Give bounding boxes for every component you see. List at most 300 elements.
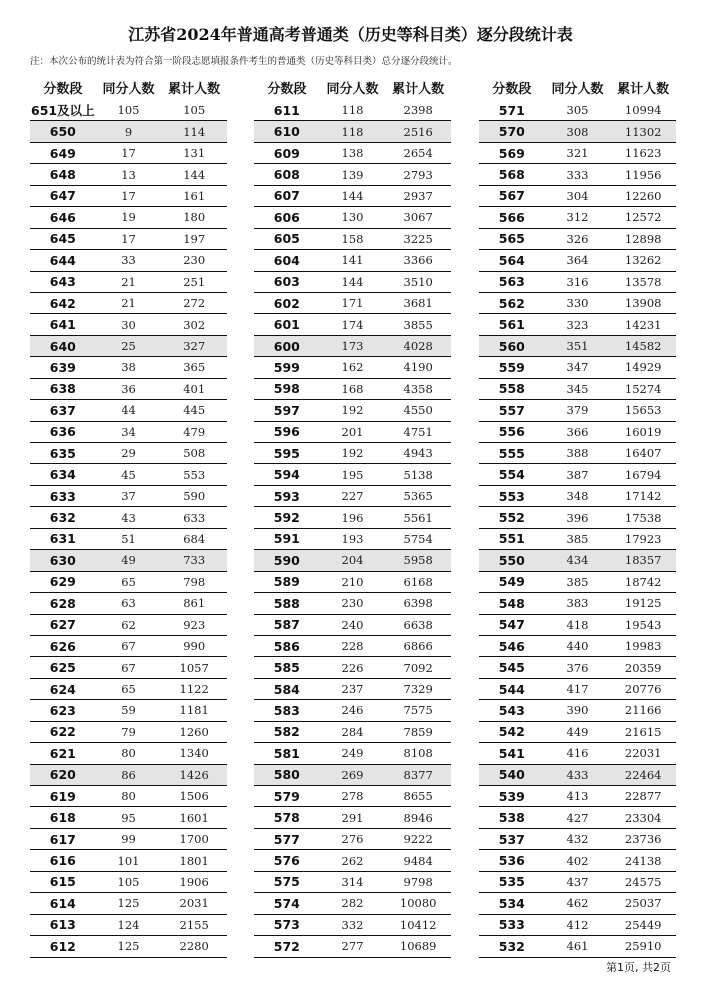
same-count-cell: 305 xyxy=(566,103,589,118)
cumulative-count-cell: 445 xyxy=(183,403,206,418)
same-count-cell: 118 xyxy=(341,103,364,118)
same-count-cell: 105 xyxy=(117,874,140,889)
cumulative-count-cell: 16019 xyxy=(624,424,662,439)
table-row xyxy=(479,229,676,250)
table-row xyxy=(254,915,451,936)
same-count-cell: 379 xyxy=(566,403,589,418)
table-row xyxy=(254,464,451,485)
cumulative-count-cell: 7092 xyxy=(403,660,433,675)
cumulative-count-cell: 5754 xyxy=(403,531,433,546)
cumulative-count-cell: 8377 xyxy=(403,767,433,782)
cumulative-count-cell: 7329 xyxy=(403,682,433,697)
table-row xyxy=(30,272,227,293)
score-cell: 555 xyxy=(498,445,525,461)
cumulative-count-cell: 2937 xyxy=(403,188,433,203)
score-cell: 637 xyxy=(49,402,76,418)
score-cell: 595 xyxy=(273,445,300,461)
score-cell: 589 xyxy=(273,574,300,590)
same-count-cell: 284 xyxy=(341,724,364,739)
score-cell: 610 xyxy=(273,124,300,140)
table-row xyxy=(479,829,676,850)
same-count-cell: 364 xyxy=(566,253,589,268)
cumulative-count-cell: 3855 xyxy=(403,317,433,332)
same-count-cell: 67 xyxy=(121,660,136,675)
score-cell: 619 xyxy=(49,788,76,804)
score-cell: 632 xyxy=(49,510,76,526)
same-count-cell: 139 xyxy=(341,167,364,182)
score-cell: 631 xyxy=(49,531,76,547)
same-count-cell: 95 xyxy=(121,810,136,825)
table-row xyxy=(30,121,227,142)
cumulative-count-cell: 251 xyxy=(183,274,206,289)
cumulative-count-cell: 923 xyxy=(183,617,206,632)
same-count-cell: 125 xyxy=(117,939,140,954)
cumulative-count-cell: 7859 xyxy=(403,724,433,739)
cumulative-count-cell: 19983 xyxy=(624,639,662,654)
cumulative-count-cell: 18357 xyxy=(624,553,662,568)
table-row xyxy=(254,786,451,807)
same-count-cell: 21 xyxy=(121,274,136,289)
score-cell: 636 xyxy=(49,424,76,440)
table-row xyxy=(479,422,676,443)
table-column-block xyxy=(479,74,676,958)
same-count-cell: 59 xyxy=(121,703,136,718)
cumulative-count-cell: 21615 xyxy=(624,724,662,739)
same-count-cell: 383 xyxy=(566,596,589,611)
score-cell: 622 xyxy=(49,724,76,740)
cumulative-count-cell: 4358 xyxy=(403,381,433,396)
same-count-cell: 332 xyxy=(341,917,364,932)
score-cell: 615 xyxy=(49,874,76,890)
table-row xyxy=(254,765,451,786)
table-row xyxy=(254,529,451,550)
cumulative-count-cell: 1181 xyxy=(179,703,209,718)
same-count-cell: 228 xyxy=(341,639,364,654)
score-cell: 623 xyxy=(49,702,76,718)
page-number: 第1页, 共2页 xyxy=(606,961,671,974)
same-count-cell: 17 xyxy=(121,188,136,203)
score-cell: 535 xyxy=(498,874,525,890)
table-row xyxy=(254,507,451,528)
table-row xyxy=(479,807,676,828)
cumulative-count-cell: 1122 xyxy=(179,682,209,697)
cumulative-count-cell: 2516 xyxy=(403,124,433,139)
same-count-cell: 173 xyxy=(341,339,364,354)
table-row xyxy=(30,850,227,871)
table-row xyxy=(479,550,676,571)
same-count-cell: 192 xyxy=(341,403,364,418)
same-count-cell: 376 xyxy=(566,660,589,675)
same-count-cell: 105 xyxy=(117,103,140,118)
score-cell: 542 xyxy=(498,724,525,740)
score-cell: 571 xyxy=(498,102,525,118)
cumulative-count-cell: 2793 xyxy=(403,167,433,182)
table-row xyxy=(254,336,451,357)
score-cell: 537 xyxy=(498,831,525,847)
same-count-cell: 193 xyxy=(341,531,364,546)
score-cell: 594 xyxy=(273,467,300,483)
table-row xyxy=(254,229,451,250)
table-row xyxy=(30,379,227,400)
table-row xyxy=(254,121,451,142)
table-row xyxy=(254,936,451,957)
cumulative-count-cell: 23736 xyxy=(624,832,662,847)
score-cell: 587 xyxy=(273,617,300,633)
score-cell: 625 xyxy=(49,660,76,676)
table-row xyxy=(479,336,676,357)
cumulative-count-cell: 20359 xyxy=(624,660,662,675)
table-row xyxy=(479,765,676,786)
table-row xyxy=(30,786,227,807)
column-header: 累计人数 xyxy=(392,81,445,97)
cumulative-count-cell: 18742 xyxy=(624,574,662,589)
same-count-cell: 230 xyxy=(341,596,364,611)
same-count-cell: 25 xyxy=(121,339,136,354)
table-row xyxy=(479,572,676,593)
score-cell: 536 xyxy=(498,853,525,869)
table-row xyxy=(479,443,676,464)
table-row xyxy=(479,207,676,228)
score-cell: 566 xyxy=(498,209,525,225)
cumulative-count-cell: 11302 xyxy=(624,124,662,139)
same-count-cell: 138 xyxy=(341,146,364,161)
cumulative-count-cell: 3366 xyxy=(403,253,433,268)
score-cell: 584 xyxy=(273,681,300,697)
same-count-cell: 449 xyxy=(566,724,589,739)
cumulative-count-cell: 5561 xyxy=(403,510,433,525)
score-cell: 567 xyxy=(498,188,525,204)
cumulative-count-cell: 16794 xyxy=(624,467,662,482)
score-cell: 603 xyxy=(273,274,300,290)
same-count-cell: 201 xyxy=(341,424,364,439)
same-count-cell: 321 xyxy=(566,146,589,161)
same-count-cell: 65 xyxy=(121,682,136,697)
cumulative-count-cell: 11623 xyxy=(624,146,662,161)
cumulative-count-cell: 5138 xyxy=(403,467,433,482)
score-cell: 643 xyxy=(49,274,76,290)
same-count-cell: 9 xyxy=(124,124,133,139)
same-count-cell: 171 xyxy=(341,296,364,311)
table-row xyxy=(479,636,676,657)
same-count-cell: 43 xyxy=(121,510,136,525)
same-count-cell: 351 xyxy=(566,339,589,354)
table-row xyxy=(30,464,227,485)
cumulative-count-cell: 3225 xyxy=(403,231,433,246)
score-cell: 580 xyxy=(273,767,300,783)
score-cell: 546 xyxy=(498,638,525,654)
score-cell: 591 xyxy=(273,531,300,547)
table-row xyxy=(479,743,676,764)
same-count-cell: 195 xyxy=(341,467,364,482)
cumulative-count-cell: 17538 xyxy=(624,510,662,525)
cumulative-count-cell: 23304 xyxy=(624,810,662,825)
table-row xyxy=(254,357,451,378)
score-cell: 576 xyxy=(273,853,300,869)
cumulative-count-cell: 16407 xyxy=(624,446,662,461)
score-cell: 634 xyxy=(49,467,76,483)
cumulative-count-cell: 590 xyxy=(183,489,206,504)
score-cell: 532 xyxy=(498,938,525,954)
cumulative-count-cell: 4943 xyxy=(403,446,433,461)
score-cell: 583 xyxy=(273,702,300,718)
cumulative-count-cell: 25910 xyxy=(624,939,662,954)
same-count-cell: 130 xyxy=(341,210,364,225)
cumulative-count-cell: 5958 xyxy=(403,553,433,568)
score-cell: 557 xyxy=(498,402,525,418)
table-row xyxy=(254,722,451,743)
cumulative-count-cell: 14582 xyxy=(624,339,662,354)
score-cell: 635 xyxy=(49,445,76,461)
same-count-cell: 433 xyxy=(566,767,589,782)
cumulative-count-cell: 22031 xyxy=(624,746,662,761)
cumulative-count-cell: 8946 xyxy=(403,810,433,825)
score-cell: 559 xyxy=(498,359,525,375)
score-cell: 556 xyxy=(498,424,525,440)
same-count-cell: 237 xyxy=(341,682,364,697)
score-cell: 645 xyxy=(49,231,76,247)
table-row xyxy=(479,893,676,914)
cumulative-count-cell: 25449 xyxy=(624,917,662,932)
cumulative-count-cell: 19543 xyxy=(624,617,662,632)
table-row xyxy=(30,615,227,636)
table-row xyxy=(479,872,676,893)
score-cell: 590 xyxy=(273,552,300,568)
same-count-cell: 67 xyxy=(121,639,136,654)
cumulative-count-cell: 1057 xyxy=(179,660,209,675)
score-cell: 617 xyxy=(49,831,76,847)
same-count-cell: 144 xyxy=(341,274,364,289)
cumulative-count-cell: 24138 xyxy=(624,853,662,868)
score-cell: 551 xyxy=(498,531,525,547)
table-row xyxy=(254,164,451,185)
cumulative-count-cell: 12572 xyxy=(624,210,662,225)
table-row xyxy=(479,400,676,421)
table-row xyxy=(479,100,676,121)
score-cell: 650 xyxy=(49,124,76,140)
cumulative-count-cell: 24575 xyxy=(624,874,662,889)
cumulative-count-cell: 633 xyxy=(183,510,206,525)
same-count-cell: 385 xyxy=(566,531,589,546)
same-count-cell: 323 xyxy=(566,317,589,332)
score-cell: 618 xyxy=(49,810,76,826)
score-cell: 639 xyxy=(49,359,76,375)
table-row xyxy=(479,786,676,807)
table-header xyxy=(30,74,227,100)
table-row xyxy=(479,250,676,271)
cumulative-count-cell: 19125 xyxy=(624,596,662,611)
score-cell: 641 xyxy=(49,317,76,333)
table-row xyxy=(479,379,676,400)
score-cell: 544 xyxy=(498,681,525,697)
cumulative-count-cell: 861 xyxy=(183,596,206,611)
same-count-cell: 291 xyxy=(341,810,364,825)
same-count-cell: 330 xyxy=(566,296,589,311)
score-cell: 638 xyxy=(49,381,76,397)
same-count-cell: 80 xyxy=(121,789,136,804)
same-count-cell: 347 xyxy=(566,360,589,375)
table-row xyxy=(30,443,227,464)
score-cell: 605 xyxy=(273,231,300,247)
score-cell: 586 xyxy=(273,638,300,654)
same-count-cell: 417 xyxy=(566,682,589,697)
cumulative-count-cell: 9798 xyxy=(403,874,433,889)
same-count-cell: 192 xyxy=(341,446,364,461)
score-cell: 647 xyxy=(49,188,76,204)
same-count-cell: 118 xyxy=(341,124,364,139)
score-cell: 609 xyxy=(273,145,300,161)
cumulative-count-cell: 684 xyxy=(183,531,206,546)
score-cell: 540 xyxy=(498,767,525,783)
table-row xyxy=(30,743,227,764)
table-row xyxy=(30,186,227,207)
cumulative-count-cell: 14231 xyxy=(624,317,662,332)
score-cell: 573 xyxy=(273,917,300,933)
cumulative-count-cell: 25037 xyxy=(624,896,662,911)
cumulative-count-cell: 2654 xyxy=(403,146,433,161)
cumulative-count-cell: 327 xyxy=(183,339,206,354)
same-count-cell: 63 xyxy=(121,596,136,611)
same-count-cell: 29 xyxy=(121,446,136,461)
score-cell: 642 xyxy=(49,295,76,311)
same-count-cell: 269 xyxy=(341,767,364,782)
same-count-cell: 45 xyxy=(121,467,136,482)
cumulative-count-cell: 4028 xyxy=(403,339,433,354)
cumulative-count-cell: 1700 xyxy=(179,832,209,847)
score-cell: 569 xyxy=(498,145,525,161)
same-count-cell: 141 xyxy=(341,253,364,268)
score-cell: 563 xyxy=(498,274,525,290)
score-cell: 578 xyxy=(273,810,300,826)
score-cell: 602 xyxy=(273,295,300,311)
cumulative-count-cell: 15274 xyxy=(624,381,662,396)
table-row xyxy=(254,400,451,421)
table-row xyxy=(254,615,451,636)
table-row xyxy=(254,743,451,764)
cumulative-count-cell: 230 xyxy=(183,253,206,268)
same-count-cell: 33 xyxy=(121,253,136,268)
cumulative-count-cell: 22877 xyxy=(624,789,662,804)
cumulative-count-cell: 22464 xyxy=(624,767,662,782)
same-count-cell: 158 xyxy=(341,231,364,246)
same-count-cell: 34 xyxy=(121,424,136,439)
table-row xyxy=(254,100,451,121)
score-cell: 548 xyxy=(498,595,525,611)
score-cell: 570 xyxy=(498,124,525,140)
cumulative-count-cell: 8655 xyxy=(403,789,433,804)
page-title: 江苏省2024年普通高考普通类（历史等科目类）逐分段统计表 xyxy=(128,25,573,44)
cumulative-count-cell: 8108 xyxy=(403,746,433,761)
same-count-cell: 65 xyxy=(121,574,136,589)
same-count-cell: 366 xyxy=(566,424,589,439)
same-count-cell: 101 xyxy=(117,853,140,868)
cumulative-count-cell: 13578 xyxy=(624,274,662,289)
column-header: 分数段 xyxy=(492,81,532,97)
score-cell: 616 xyxy=(49,853,76,869)
same-count-cell: 345 xyxy=(566,381,589,396)
same-count-cell: 387 xyxy=(566,467,589,482)
table-row xyxy=(254,657,451,678)
score-cell: 541 xyxy=(498,745,525,761)
score-cell: 549 xyxy=(498,574,525,590)
same-count-cell: 326 xyxy=(566,231,589,246)
table-row xyxy=(254,807,451,828)
score-cell: 606 xyxy=(273,209,300,225)
cumulative-count-cell: 365 xyxy=(183,360,206,375)
same-count-cell: 36 xyxy=(121,381,136,396)
table-row xyxy=(254,893,451,914)
cumulative-count-cell: 11956 xyxy=(624,167,662,182)
score-cell: 545 xyxy=(498,660,525,676)
cumulative-count-cell: 7575 xyxy=(403,703,433,718)
table-row xyxy=(479,186,676,207)
table-row xyxy=(30,550,227,571)
table-row xyxy=(479,615,676,636)
same-count-cell: 144 xyxy=(341,188,364,203)
table-row xyxy=(30,100,227,121)
same-count-cell: 196 xyxy=(341,510,364,525)
same-count-cell: 17 xyxy=(121,146,136,161)
table-row xyxy=(254,636,451,657)
table-row xyxy=(479,143,676,164)
cumulative-count-cell: 161 xyxy=(183,188,206,203)
score-cell: 581 xyxy=(273,745,300,761)
cumulative-count-cell: 553 xyxy=(183,467,206,482)
same-count-cell: 99 xyxy=(121,832,136,847)
table-row xyxy=(254,250,451,271)
table-row xyxy=(30,336,227,357)
same-count-cell: 17 xyxy=(121,231,136,246)
same-count-cell: 79 xyxy=(121,724,136,739)
table-row xyxy=(30,679,227,700)
table-header xyxy=(254,74,451,100)
column-header: 累计人数 xyxy=(617,81,670,97)
score-cell: 611 xyxy=(273,102,300,118)
score-cell: 612 xyxy=(49,938,76,954)
table-row xyxy=(30,357,227,378)
score-cell: 608 xyxy=(273,167,300,183)
table-row xyxy=(479,593,676,614)
same-count-cell: 388 xyxy=(566,446,589,461)
table-row xyxy=(254,593,451,614)
table-row xyxy=(254,443,451,464)
cumulative-count-cell: 10080 xyxy=(399,896,437,911)
cumulative-count-cell: 2155 xyxy=(179,917,209,932)
table-row xyxy=(254,314,451,335)
score-cell: 585 xyxy=(273,660,300,676)
cumulative-count-cell: 4751 xyxy=(403,424,433,439)
table-row xyxy=(479,722,676,743)
table-row xyxy=(30,657,227,678)
table-row xyxy=(30,829,227,850)
cumulative-count-cell: 17923 xyxy=(624,531,662,546)
table-note: 注：本次公布的统计表为符合第一阶段志愿填报条件考生的普通类（历史等科目类）总分逐分段统计。 xyxy=(30,56,458,67)
table-row xyxy=(254,143,451,164)
score-cell: 554 xyxy=(498,467,525,483)
cumulative-count-cell: 1906 xyxy=(179,874,209,889)
score-cell: 613 xyxy=(49,917,76,933)
table-row xyxy=(479,529,676,550)
score-cell: 572 xyxy=(273,938,300,954)
same-count-cell: 210 xyxy=(341,574,364,589)
cumulative-count-cell: 114 xyxy=(183,124,206,139)
cumulative-count-cell: 5365 xyxy=(403,489,433,504)
cumulative-count-cell: 4550 xyxy=(403,403,433,418)
score-cell: 550 xyxy=(498,552,525,568)
table-row xyxy=(30,700,227,721)
cumulative-count-cell: 9484 xyxy=(403,853,433,868)
score-cell: 614 xyxy=(49,895,76,911)
score-cell: 582 xyxy=(273,724,300,740)
